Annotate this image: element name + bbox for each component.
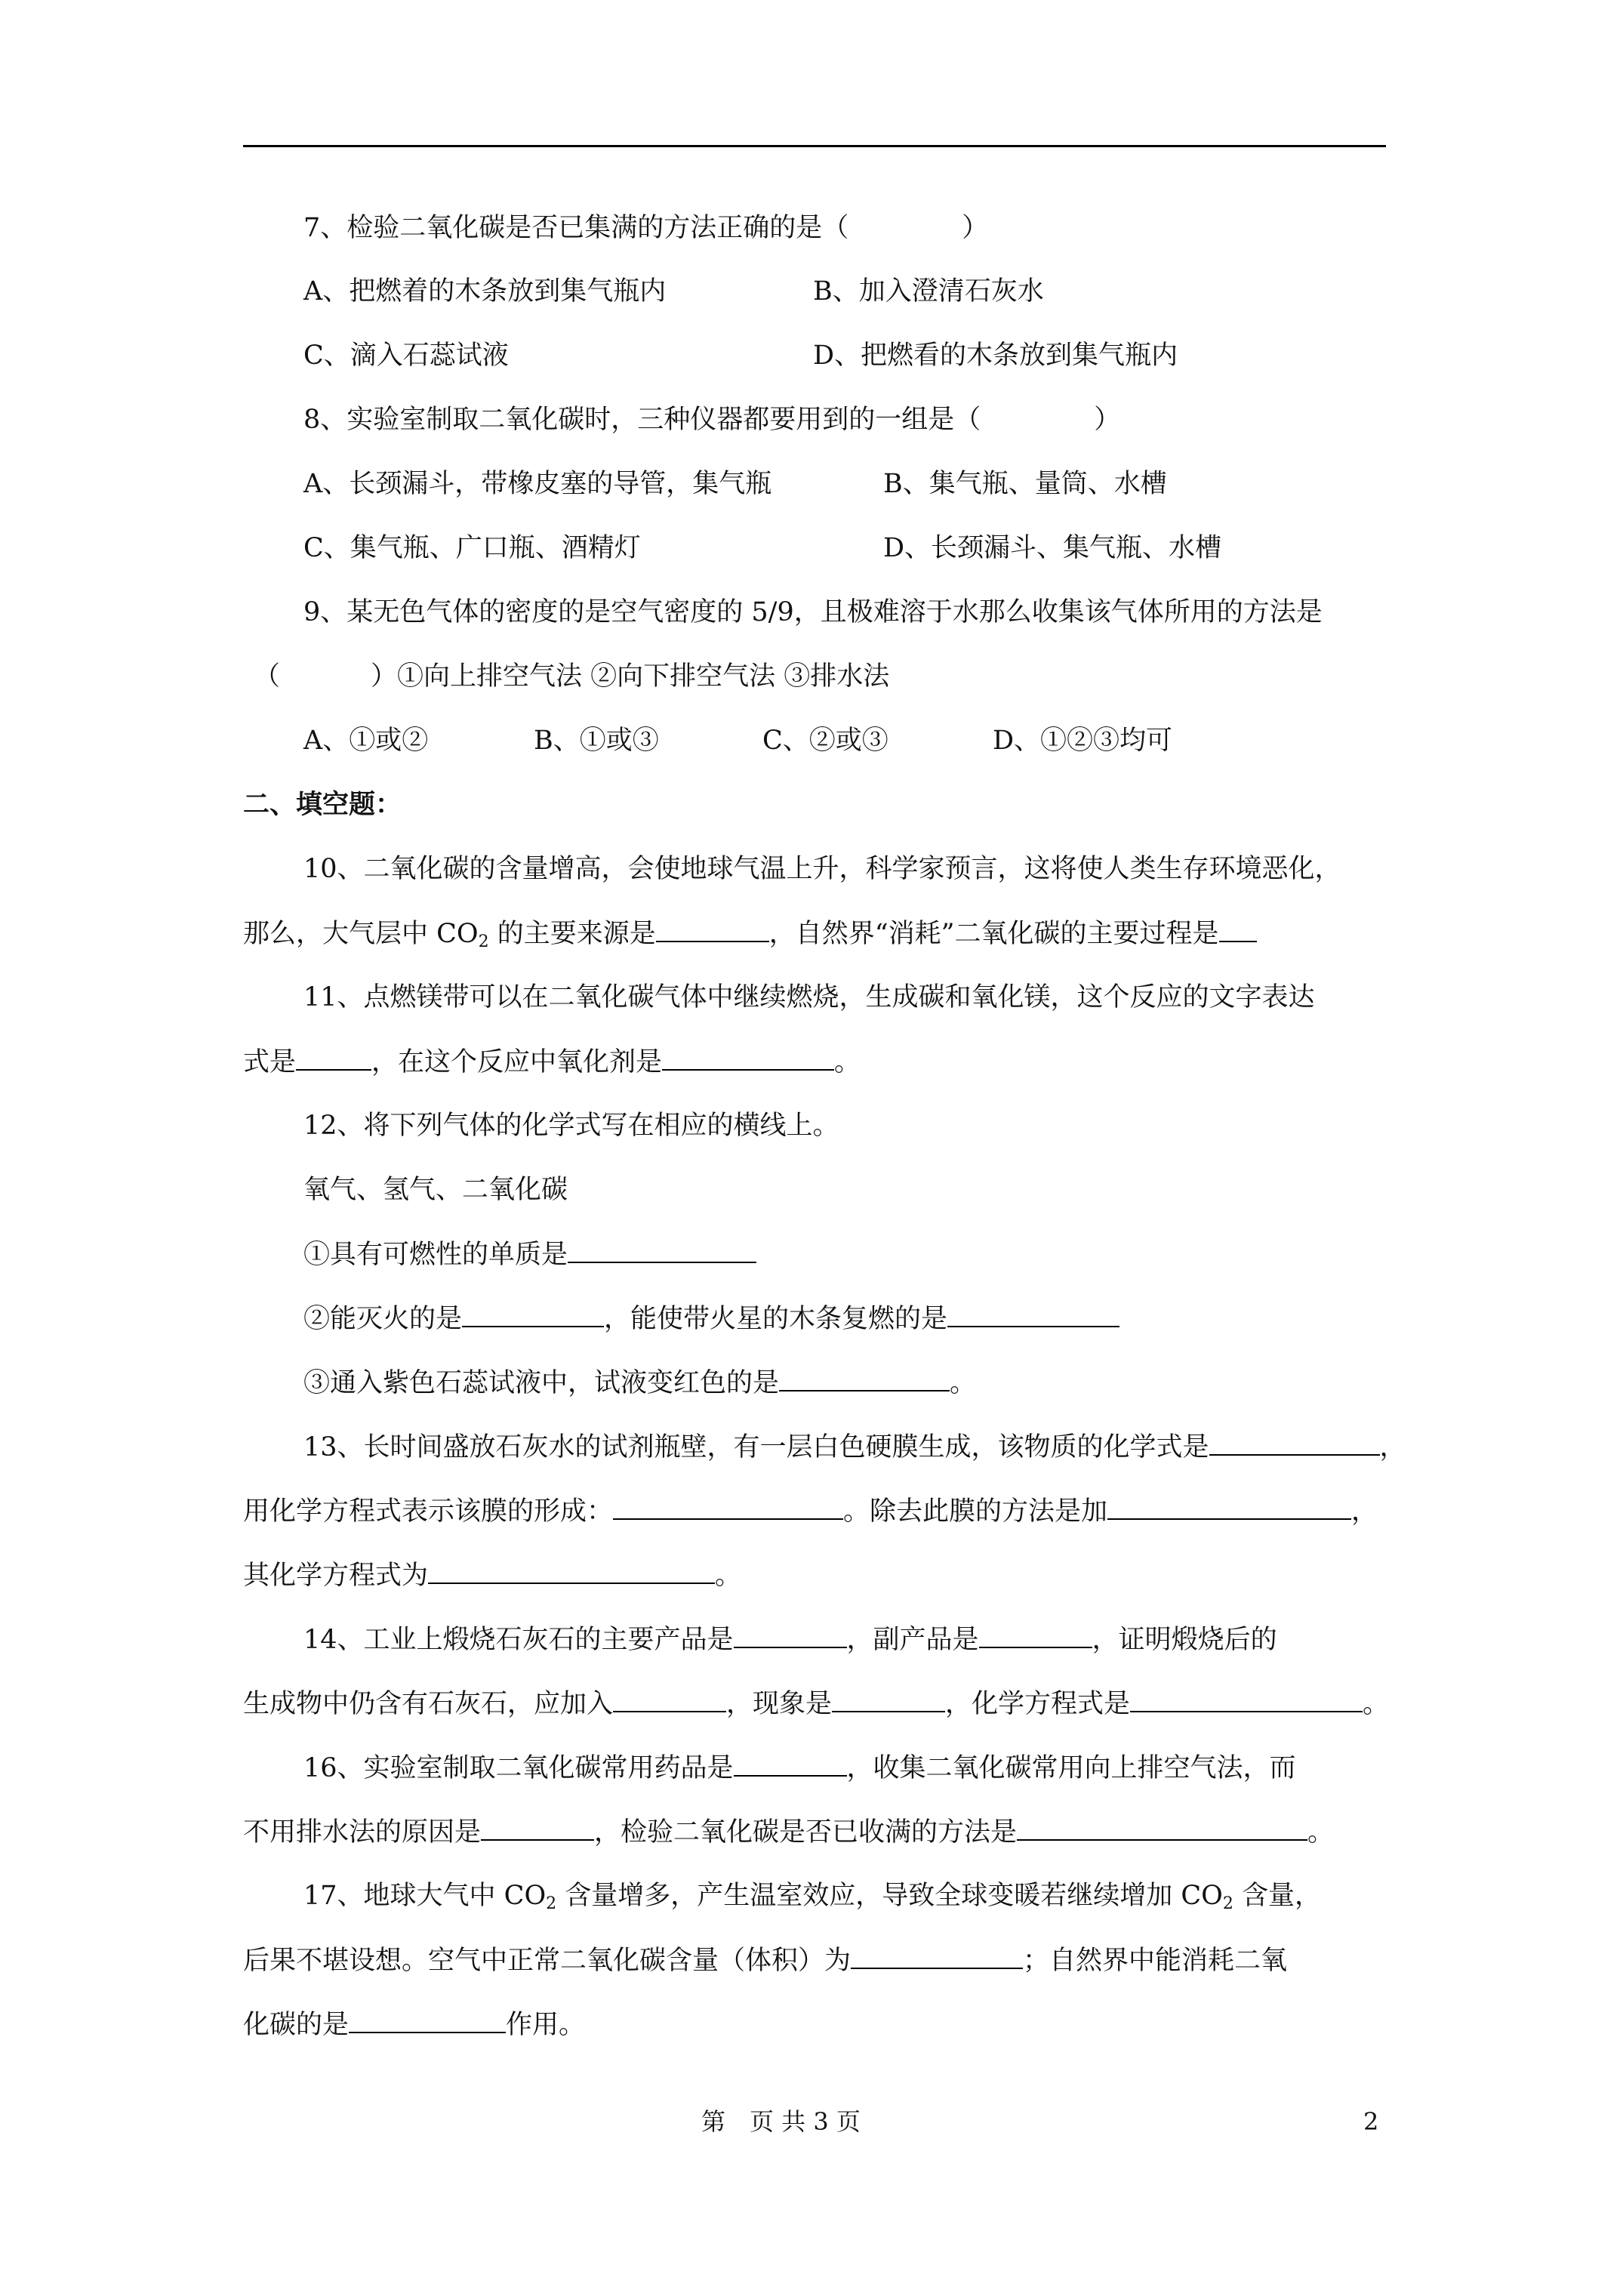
q17-text-c: 含量， — [1233, 1881, 1322, 1911]
q13-line2 — [243, 1494, 1378, 1527]
q14-blank-phenomenon[interactable] — [832, 1687, 945, 1712]
q12-blank-1[interactable] — [568, 1237, 756, 1263]
q16-text-c: 不用排水法的原因是 — [243, 1817, 482, 1848]
q7-stem-line — [303, 211, 988, 245]
q12-item1-text: ①具有可燃性的单质是 — [303, 1240, 568, 1270]
q12-item1 — [303, 1237, 756, 1271]
q11-line2 — [243, 1045, 861, 1078]
q9-option-b: B、①或③ — [534, 726, 659, 756]
q16-line1 — [303, 1751, 1296, 1784]
q17-line2 — [243, 1943, 1287, 1977]
q14-text-g: 。 — [1363, 1689, 1390, 1719]
q13-blank-equation2[interactable] — [428, 1558, 715, 1584]
q10-text-b: 的主要来源是 — [488, 919, 656, 949]
q13-line1 — [303, 1430, 1406, 1463]
q13-text-a: 13、长时间盛放石灰水的试剂瓶壁，有一层白色硬膜生成，该物质的化学式是 — [303, 1432, 1209, 1462]
q12-stem: 12、将下列气体的化学式写在相应的横线上。 — [303, 1111, 839, 1141]
q11-text-a: 式是 — [243, 1047, 297, 1077]
q10-subscript: 2 — [478, 932, 489, 951]
page-footer-text: 第 页 共 3 页 — [701, 2107, 861, 2136]
q14-blank-by[interactable] — [979, 1623, 1092, 1648]
q13-blank-equation[interactable] — [613, 1494, 843, 1520]
q16-line2 — [243, 1815, 1334, 1848]
q11-line1: 11、点燃镁带可以在二氧化碳气体中继续燃烧，生成碳和氧化镁，这个反应的文字表达 — [303, 982, 1315, 1012]
q16-text-e: 。 — [1307, 1817, 1335, 1848]
q14-blank-main[interactable] — [734, 1623, 847, 1648]
q8-option-b: B、集气瓶、量筒、水槽 — [883, 469, 1167, 499]
q9-option-d: D、①②③均可 — [993, 726, 1173, 756]
q16-blank-method[interactable] — [1017, 1815, 1307, 1841]
q12-item2-text-a: ②能灭火的是 — [303, 1304, 463, 1334]
q12-item3-text-b: 。 — [950, 1368, 977, 1398]
q14-line1 — [303, 1623, 1277, 1656]
q10-blank-source[interactable] — [656, 917, 769, 942]
q13-text-f: 其化学方程式为 — [243, 1561, 429, 1591]
page-number: 2 — [1363, 2107, 1379, 2136]
q12-blank-2a[interactable] — [462, 1302, 604, 1327]
q9-paren-open: （ — [254, 661, 281, 692]
q12-blank-2b[interactable] — [947, 1302, 1119, 1327]
q14-blank-equation[interactable] — [1130, 1687, 1363, 1712]
q17-text-f: 化碳的是 — [243, 2010, 350, 2040]
q10-text-a: 那么，大气层中 CO — [243, 919, 479, 949]
q7-stem: 7、检验二氧化碳是否已集满的方法正确的是（ — [303, 213, 849, 243]
q12-item3 — [303, 1366, 976, 1399]
q14-text-e: ，现象是 — [726, 1689, 833, 1719]
q11-text-b: ，在这个反应中氧化剂是 — [371, 1047, 663, 1077]
q7-option-a: A、把燃着的木条放到集气瓶内 — [303, 276, 667, 307]
q11-text-c: 。 — [834, 1047, 861, 1077]
q16-text-d: ，检验二氧化碳是否已收满的方法是 — [594, 1817, 1018, 1848]
q12-gases: 氧气、氢气、二氧化碳 — [303, 1175, 568, 1205]
q8-option-d: D、长颈漏斗、集气瓶、水槽 — [883, 533, 1222, 563]
q17-text-a: 17、地球大气中 CO — [303, 1881, 547, 1911]
q11-blank-expression[interactable] — [296, 1045, 371, 1071]
q14-text-b: ，副产品是 — [846, 1625, 979, 1655]
q14-text-c: ，证明煅烧后的 — [1092, 1625, 1277, 1655]
q13-blank-reagent[interactable] — [1107, 1494, 1351, 1520]
q7-option-b: B、加入澄清石灰水 — [813, 276, 1044, 307]
section-title-fill-in: 二、填空题： — [243, 789, 402, 820]
q12-item3-text-a: ③通入紫色石蕊试液中，试液变红色的是 — [303, 1368, 780, 1398]
q16-text-a: 16、实验室制取二氧化碳常用药品是 — [303, 1753, 734, 1783]
q9-stem: 9、某无色气体的密度的是空气密度的 5/9，且极难溶于水那么收集该气体所用的方法是 — [303, 597, 1323, 627]
q14-blank-add[interactable] — [613, 1687, 726, 1712]
q9-methods: ）①向上排空气法 ②向下排空气法 ③排水法 — [371, 661, 890, 692]
q10-text-c: ，自然界“消耗”二氧化碳的主要过程是 — [768, 919, 1219, 949]
q16-blank-reagents[interactable] — [734, 1751, 847, 1777]
header-rule — [243, 145, 1386, 147]
q13-text-g: 。 — [715, 1561, 742, 1591]
q9-option-c: C、②或③ — [762, 726, 888, 756]
q17-text-e: ；自然界中能消耗二氧 — [1023, 1946, 1288, 1976]
q13-text-e: ， — [1351, 1496, 1378, 1527]
q13-blank-formula[interactable] — [1209, 1430, 1380, 1456]
q17-text-g: 作用。 — [506, 2010, 586, 2040]
q10-line1: 10、二氧化碳的含量增高，会使地球气温上升，科学家预言，这将使人类生存环境恶化， — [303, 854, 1341, 884]
q17-text-b: 含量增多，产生温室效应，导致全球变暖若继续增加 CO — [556, 1881, 1223, 1911]
q7-option-d: D、把燃看的木条放到集气瓶内 — [813, 341, 1178, 371]
q7-option-c: C、滴入石蕊试液 — [303, 341, 509, 371]
q16-blank-reason[interactable] — [481, 1815, 594, 1841]
q8-stem-line — [303, 403, 1120, 436]
q14-text-a: 14、工业上煅烧石灰石的主要产品是 — [303, 1625, 734, 1655]
q9-option-a: A、①或② — [303, 726, 429, 756]
q17-subscript-1: 2 — [546, 1894, 557, 1913]
q17-text-d: 后果不堪设想。空气中正常二氧化碳含量（体积）为 — [243, 1946, 852, 1976]
q12-item2 — [303, 1302, 1119, 1335]
q9-stem-line2 — [254, 660, 889, 693]
q13-text-b: ， — [1379, 1432, 1406, 1462]
q11-blank-oxidant[interactable] — [662, 1045, 834, 1071]
q13-line3 — [243, 1558, 741, 1592]
q8-paren-close: ） — [1094, 405, 1121, 435]
q14-text-d: 生成物中仍含有石灰石，应加入 — [243, 1689, 614, 1719]
q17-blank-process[interactable] — [349, 2008, 506, 2033]
q7-paren-close: ） — [962, 213, 989, 243]
q13-text-d: 。除去此膜的方法是加 — [843, 1496, 1108, 1527]
q13-text-c: 用化学方程式表示该膜的形成： — [243, 1496, 614, 1527]
q16-text-b: ，收集二氧化碳常用向上排空气法，而 — [846, 1753, 1296, 1783]
q12-item2-text-b: ，能使带火星的木条复燃的是 — [604, 1304, 948, 1334]
q10-line2 — [243, 917, 1257, 950]
q17-line1 — [303, 1879, 1321, 1912]
q8-stem: 8、实验室制取二氧化碳时，三种仪器都要用到的一组是（ — [303, 405, 981, 435]
q12-blank-3[interactable] — [779, 1366, 950, 1391]
q17-subscript-2: 2 — [1222, 1894, 1233, 1913]
q10-blank-process[interactable] — [1219, 917, 1257, 942]
q14-line2 — [243, 1687, 1389, 1720]
q17-line3 — [243, 2008, 585, 2041]
q17-blank-content[interactable] — [851, 1943, 1023, 1969]
q8-option-a: A、长颈漏斗，带橡皮塞的导管，集气瓶 — [303, 469, 772, 499]
q14-text-f: ，化学方程式是 — [945, 1689, 1131, 1719]
q8-option-c: C、集气瓶、广口瓶、酒精灯 — [303, 533, 641, 563]
